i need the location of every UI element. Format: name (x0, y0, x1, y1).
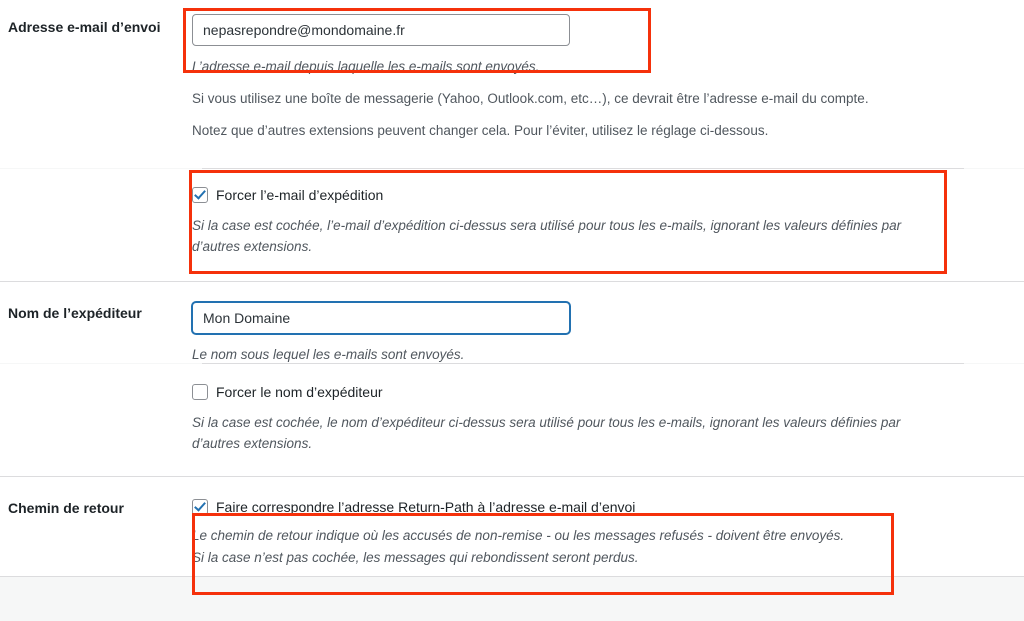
from-email-desc-1: L’adresse e-mail depuis laquelle les e-mails sont envoyés. (192, 59, 540, 74)
from-email-desc-3: Notez que d’autres extensions peuvent changer cela. Pour l’éviter, utilisez le réglage ci-dessous. (192, 122, 769, 138)
setting-row-return-path (0, 477, 1024, 576)
force-from-name-body (192, 364, 1024, 469)
return-path-body (192, 477, 1024, 583)
from-name-input[interactable] (192, 302, 570, 334)
from-email-label: Adresse e-mail d’envoi (8, 19, 161, 35)
force-from-name-checkbox-row[interactable] (192, 382, 1004, 402)
force-from-email-checkbox[interactable] (192, 187, 208, 203)
force-from-name-desc: Si la case est cochée, le nom d’expéditeur ci-dessus sera utilisé pour tous les e-mails, ignorant les valeurs définies par d’autres extensions. (192, 415, 901, 452)
setting-row-force-from-email (0, 169, 1024, 281)
return-path-label: Chemin de retour (8, 500, 124, 516)
from-email-input[interactable] (192, 14, 570, 46)
setting-row-from-name (0, 282, 1024, 363)
force-from-email-spacer (0, 169, 192, 205)
return-path-desc-1: Le chemin de retour indique où les accusés de non-remise - ou les messages refusés - doivent être envoyés. (192, 528, 845, 544)
return-path-checkbox[interactable] (192, 499, 208, 515)
return-path-checkbox-label: Faire correspondre l’adresse Return-Path à l’adresse e-mail d’envoi (216, 499, 636, 515)
from-email-desc-2: Si vous utilisez une boîte de messagerie (Yahoo, Outlook.com, etc…), ce devrait être l’adresse e-mail du compte. (192, 90, 869, 106)
force-from-email-checkbox-label: Forcer l’e-mail d’expédition (216, 187, 384, 203)
return-path-checkbox-row[interactable] (192, 497, 1004, 517)
setting-row-from-email (0, 0, 1024, 168)
force-from-email-body (192, 169, 1024, 272)
force-from-email-desc: Si la case est cochée, l’e-mail d’expédition ci-dessus sera utilisé pour tous les e-mails, ignorant les valeurs définies par d’autres extensions. (192, 218, 902, 255)
from-name-label: Nom de l’expéditeur (8, 305, 142, 321)
force-from-name-checkbox-label: Forcer le nom d’expéditeur (216, 384, 383, 400)
return-path-desc-2: Si la case n’est pas cochée, les messages qui rebondissent seront perdus. (192, 550, 639, 566)
force-from-email-checkbox-row[interactable] (192, 185, 1004, 205)
from-name-desc: Le nom sous lequel les e-mails sont envoyés. (192, 347, 465, 362)
setting-row-force-from-name (0, 364, 1024, 476)
force-from-name-checkbox[interactable] (192, 384, 208, 400)
force-from-name-spacer (0, 364, 192, 400)
from-email-body (192, 0, 1024, 156)
